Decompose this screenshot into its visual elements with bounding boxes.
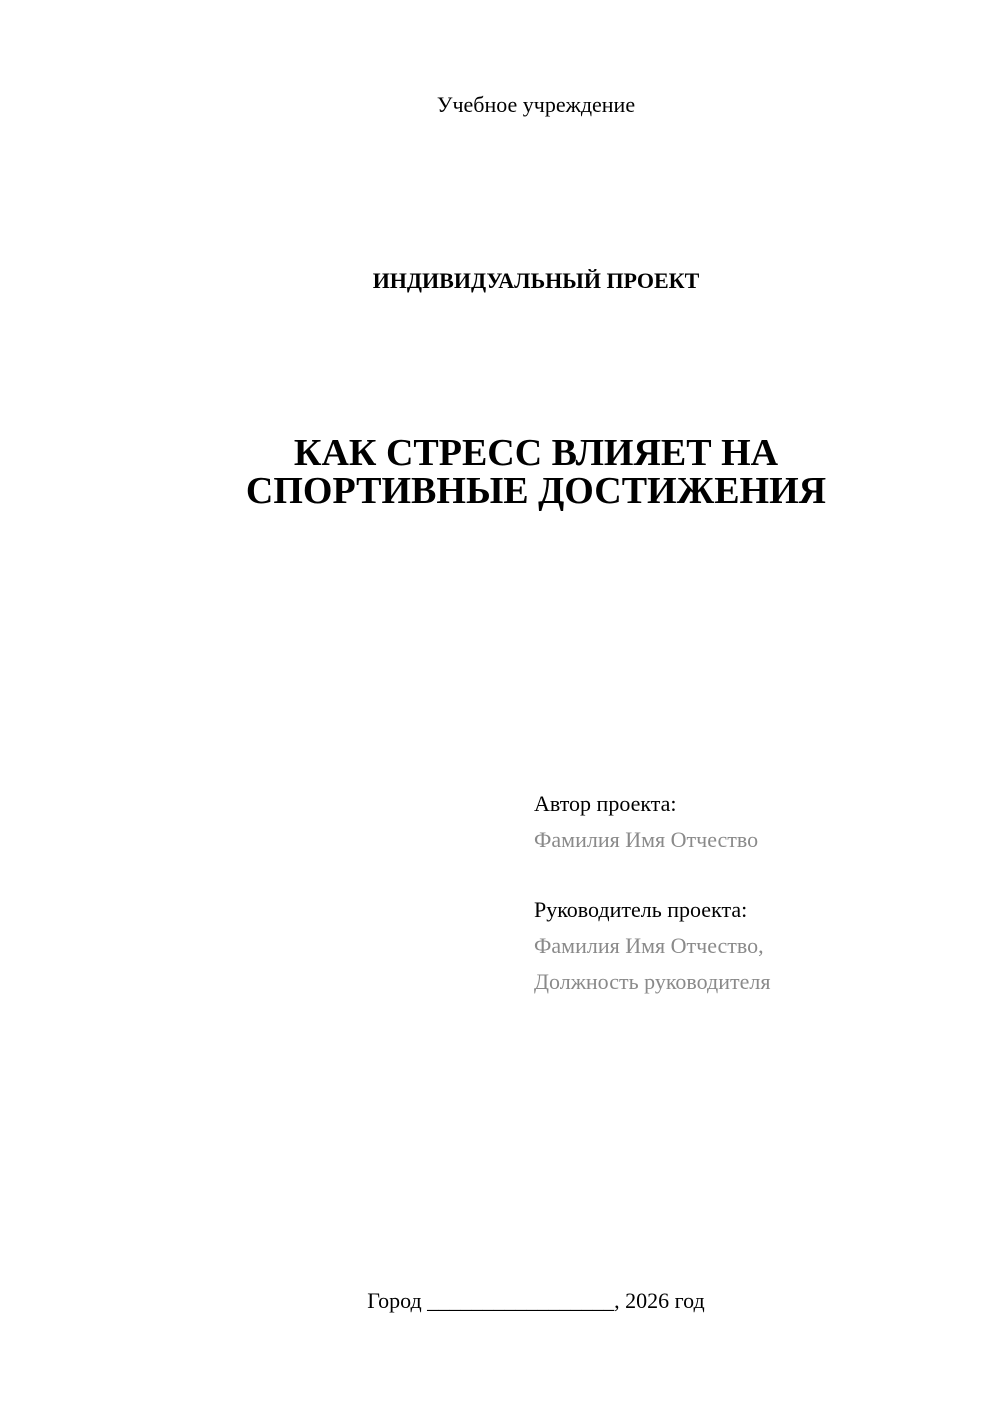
supervisor-name: Фамилия Имя Отчество, — [534, 933, 764, 958]
author-label: Автор проекта: — [534, 791, 677, 816]
project-title-line-2: СПОРТИВНЫЕ ДОСТИЖЕНИЯ — [245, 470, 827, 512]
institution-name: Учебное учреждение — [436, 92, 636, 117]
project-title — [0, 434, 1000, 510]
author-block — [534, 786, 974, 858]
supervisor-position: Должность руководителя — [534, 969, 771, 994]
supervisor-label: Руководитель проекта: — [534, 897, 748, 922]
author-name: Фамилия Имя Отчество — [534, 827, 759, 852]
project-title-line-1: КАК СТРЕСС ВЛИЯЕТ НА — [293, 432, 779, 474]
project-type-heading: ИНДИВИДУАЛЬНЫЙ ПРОЕКТ — [372, 268, 700, 293]
city-year-footer: Город _________________, 2026 год — [367, 1288, 705, 1313]
supervisor-block — [534, 892, 974, 1000]
